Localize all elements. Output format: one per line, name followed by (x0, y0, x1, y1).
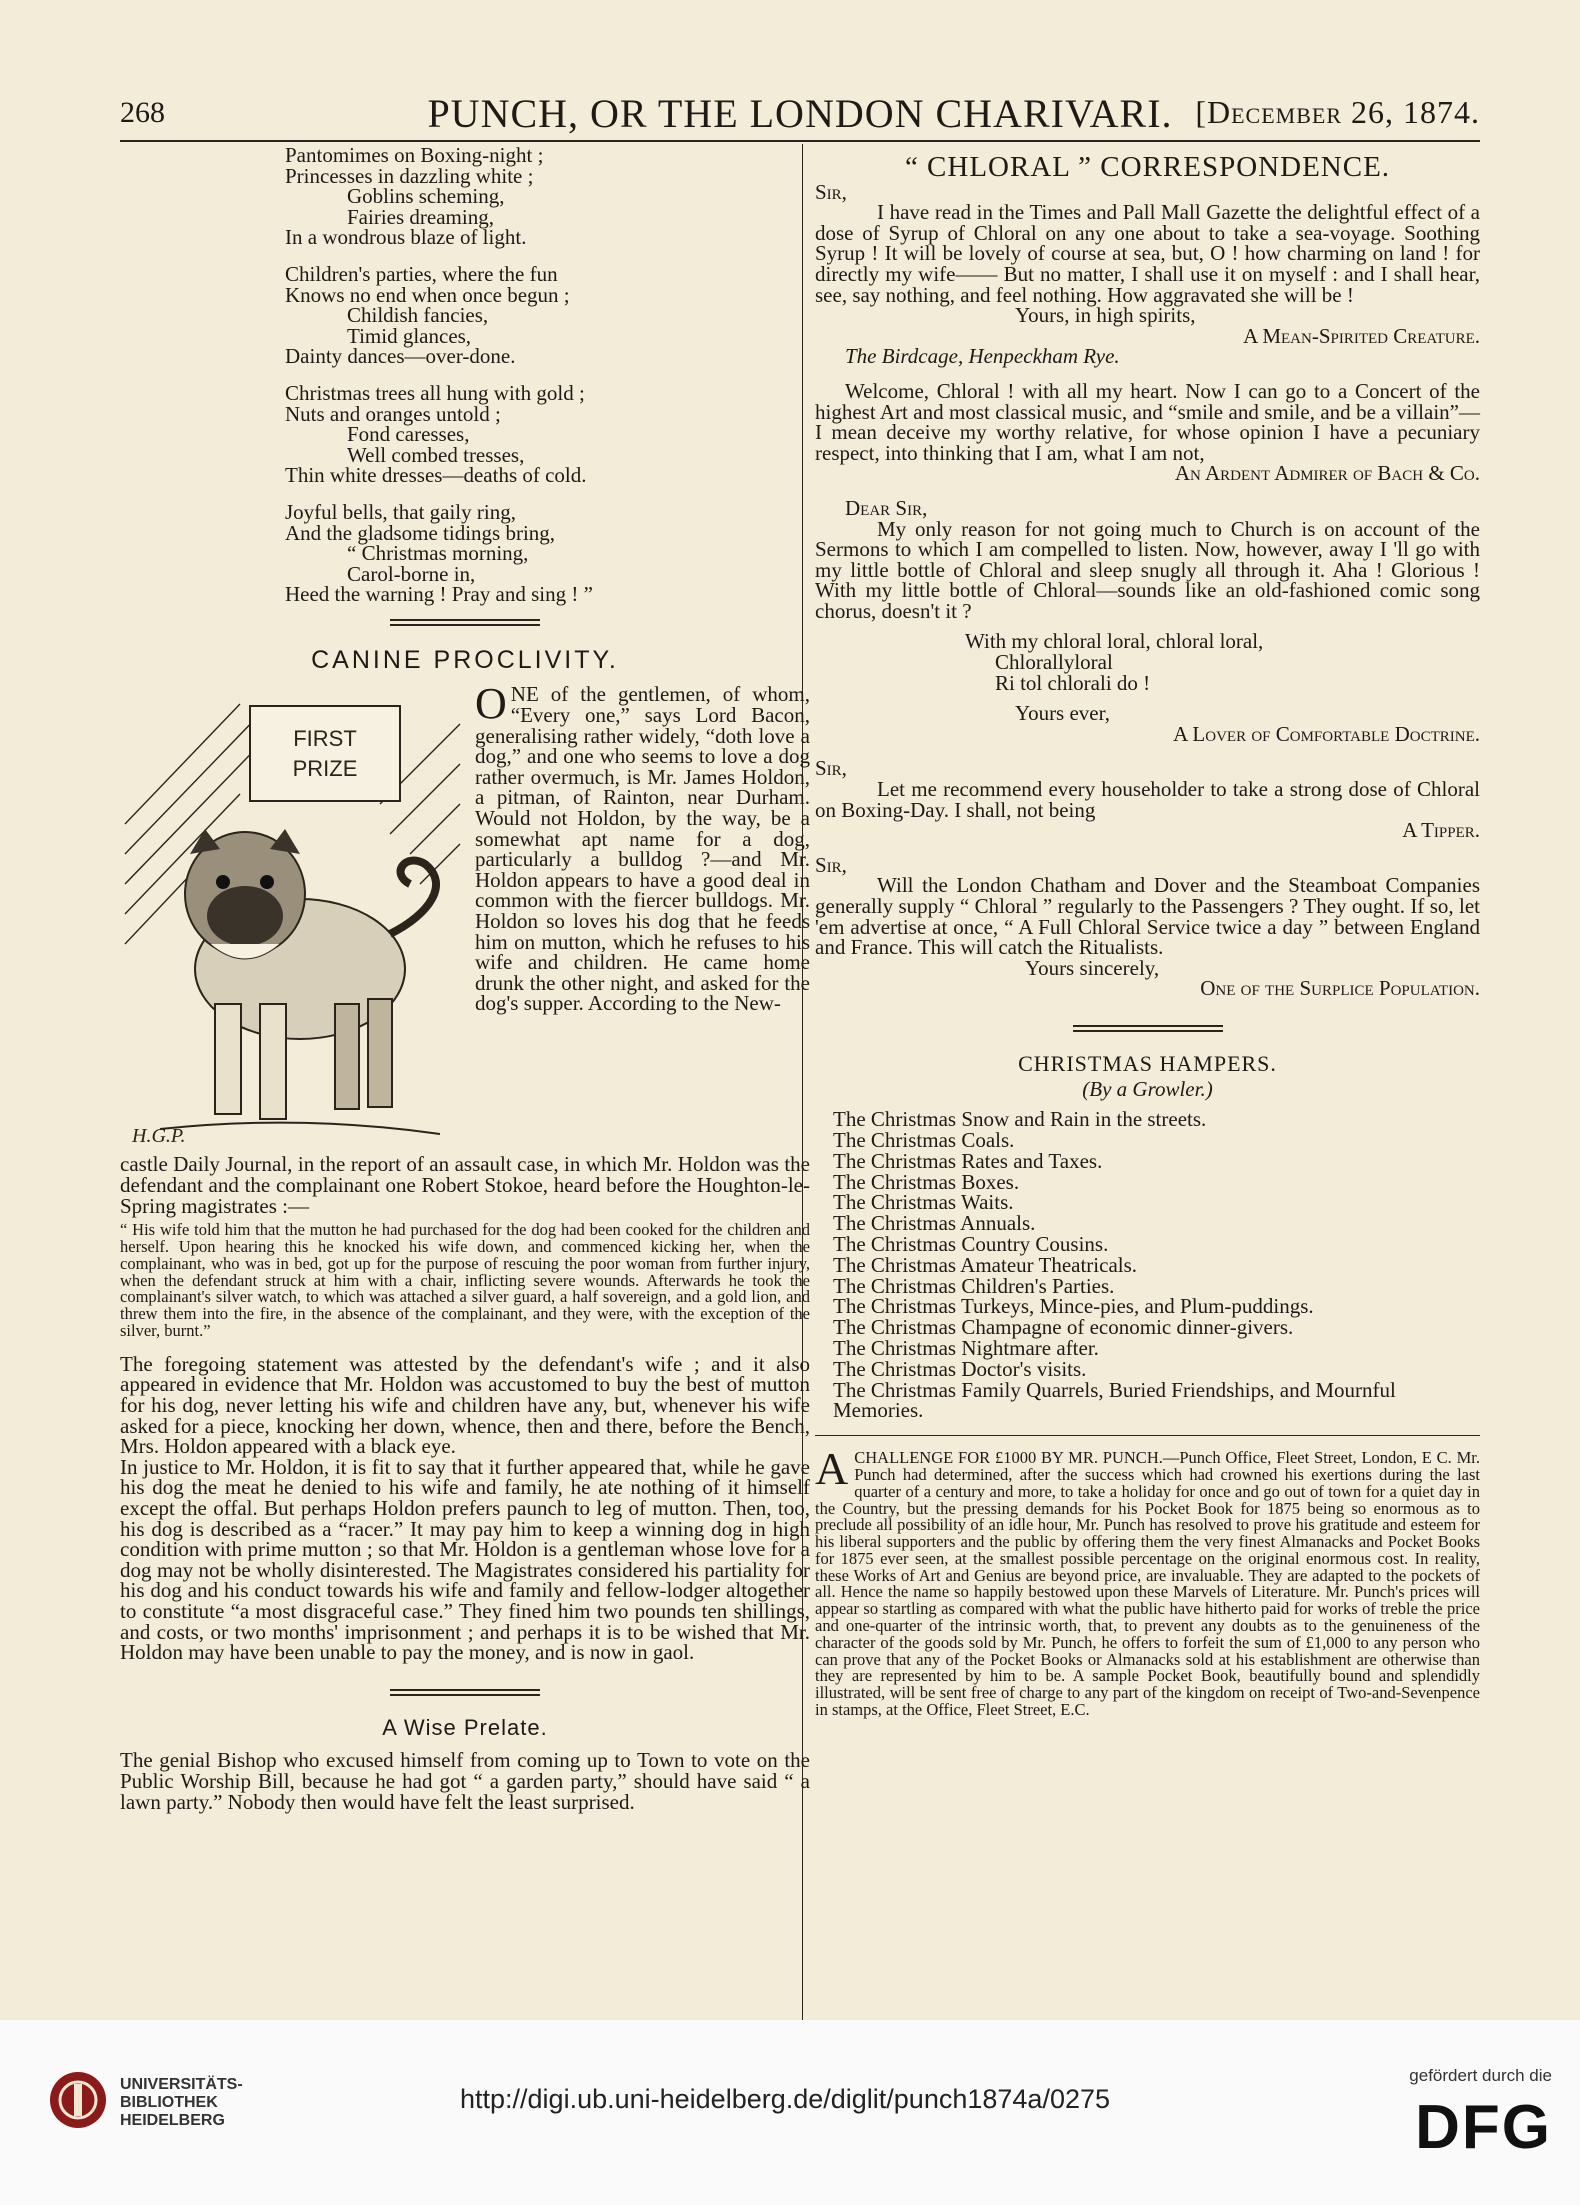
poem-line: Thin white dresses—deaths of cold. (285, 463, 587, 488)
canine-continued: castle Daily Journal, in the report of an assault case, in which Mr. Holdon was the defendant and the complainant one Robert Stokoe, heard before the Houghton-le-Spring magistrates :— (120, 1152, 810, 1218)
poem-line: Fairies dreaming, (347, 204, 494, 229)
letter-salutation: Sir, (815, 852, 847, 877)
challenge-text: CHALLENGE FOR £1000 BY MR. PUNCH.—Punch Office, Fleet Street, London, E C. Mr. Punch had determined, after the success which had crowned his exertions during the last quarter of a century and more, to take a holiday for once and go out of town for a quiet day in the Country, but the pressing demands for his Pocket Book for 1875 being so enormous as to preclude all possibility of an idle hour, Mr. Punch has resolved to prove his gratitude and esteem for his liberal supporters and the public by offering them the very finest Almanacks and Pocket Books for 1875 ever seen, at the smallest possible percentage on the original enormous cost. In reality, these Works of Art and Genius are beyond price, are invaluable. They are adapted to the pockets of all. Hence the name so happily bestowed upon these Marvels of Literature. Mr. Punch's prices will appear so startling as compared with what the public have hitherto paid for works of treble the price and one-quarter of the intrinsic worth, that, to prevent any doubts as to the genuineness of the character of the goods sold by Mr. Punch, he offers to forfeit the sum of £1,000 to any person who can prove that any of the Pocket Books or Almanacks sold at his establishment are otherwise than they are represented by him to be. A sample Pocket Book, beautifully bound and splendidly illustrated, will be sent free of charge to any part of the kingdom on receipt of Two-and-Sevenpence in stamps, at the Office, Fleet Street, E.C. (815, 1448, 1480, 1720)
drop-cap: A (815, 1443, 849, 1495)
poem-line: Children's parties, where the fun (285, 261, 558, 286)
library-line: BIBLIOTHEK (120, 2094, 218, 2111)
right-column (815, 145, 1480, 1719)
chloral-song (815, 631, 1480, 693)
drop-cap: O (475, 679, 507, 729)
punch-challenge-ad (815, 1443, 1480, 1720)
hampers-list (815, 1109, 1480, 1421)
list-item: The Christmas Coals. (833, 1127, 1015, 1152)
poem-line: Pantomimes on Boxing-night ; (285, 143, 544, 167)
section-divider (390, 1694, 540, 1696)
list-item: The Christmas Annuals. (833, 1211, 1036, 1236)
library-name (120, 2076, 243, 2130)
masthead-title: PUNCH, OR THE LONDON CHARIVARI. (427, 91, 1173, 136)
letter-signature: A Tipper. (1402, 818, 1480, 843)
list-item: The Christmas Boxes. (833, 1169, 1020, 1194)
newspaper-page (90, 60, 1500, 2010)
christmas-poem (285, 145, 810, 605)
artist-initials: H.G.P. (132, 1125, 186, 1148)
poem-line: Dainty dances—over-done. (285, 344, 516, 369)
permalink[interactable]: http://digi.ub.uni-heidelberg.de/diglit/punch1874a/0275 (460, 2084, 1111, 2114)
list-item: The Christmas Snow and Rain in the streets. (833, 1107, 1207, 1132)
poem-line: Childish fancies, (347, 303, 489, 328)
section-divider (390, 619, 540, 621)
section-divider (1073, 1025, 1223, 1027)
list-item: The Christmas Children's Parties. (833, 1273, 1115, 1298)
poem-stanza (285, 499, 810, 607)
canine-article-title: CANINE PROCLIVITY. (311, 645, 619, 674)
poem-line: Princesses in dazzling white ; (285, 163, 534, 188)
letter-body: Welcome, Chloral ! with all my heart. Now I can go to a Concert of the highest Art and most classical music, and “smile and smile, and be a villain”—I mean deceive my worthy relative, for whose opinion I have a pecuniary respect, into thinking that I am, what I am not, (815, 378, 1480, 465)
wise-prelate-text: The genial Bishop who excused himself from coming up to Town to vote on the Public Worship Bill, because he had got “ a garden party,” should have said “ a lawn party.” Nobody then would have felt the least surprised. (120, 1748, 810, 1814)
poem-line: In a wondrous blaze of light. (285, 225, 527, 250)
left-column (120, 145, 810, 1812)
letter-salutation: Dear Sir, (845, 495, 928, 520)
dfg-logo: DFG (1415, 2093, 1552, 2162)
canine-paragraph: In justice to Mr. Holdon, it is fit to say that it further appeared that, while he gave his dog the meat he denied to his wife and family, he ate nothing of it himself except the offal. But perhaps Holdon prefers paunch to leg of mutton. Then, too, his dog is described as a “racer.” It may pay him to keep a winning dog in high condition with prime mutton ; so that Mr. Holdon is a gentleman whose love for a dog may not be wholly disinterested. The Magistrates considered his partiality for his dog and his conduct towards his wife and family and fellow-lodger altogether to constitute “a most disgraceful case.” They fined him two pounds ten shillings, and costs, or two months' imprisonment ; and perhaps it is to be wished that Mr. Holdon may have been unable to pay the money, and is now in gaol. (120, 1454, 810, 1665)
list-item: The Christmas Country Cousins. (833, 1231, 1109, 1256)
poem-line: Heed the warning ! Pray and sing ! ” (285, 582, 593, 607)
poem-line: Knows no end when once begun ; (285, 282, 570, 307)
poem-line: And the gladsome tidings bring, (285, 520, 556, 545)
header-rule (120, 140, 1480, 142)
song-line: Chlorallyloral (995, 650, 1113, 675)
poem-line: “ Christmas morning, (347, 541, 529, 566)
library-line: UNIVERSITÄTS- (120, 2076, 243, 2093)
letter-body: I have read in the Times and Pall Mall Gazette the delightful effect of a dose of Syrup of Chloral on any one about to take a sea-voyage. Soothing Syrup ! It will be lovely of course at sea, but, O ! how charming on land ! for directly my wife—— But no matter, I shall use it on myself : and I shall hear, see, say nothing, and feel nothing. How aggravated she will be ! (815, 200, 1480, 307)
letter-closing: Yours ever, (1015, 701, 1111, 726)
wise-prelate-title: A Wise Prelate. (382, 1714, 548, 1740)
letter-body: Will the London Chatham and Dover and the Steamboat Companies generally supply “ Chloral ” regularly to the Passengers ? They ought. If so, let 'em advertise at once, “ A Full Chloral Service twice a day ” between England and France. This will catch the Ritualists. (815, 873, 1480, 960)
hampers-title: CHRISTMAS HAMPERS. (1018, 1050, 1277, 1076)
canine-intro-text (475, 679, 810, 1016)
poem-line: Carol-borne in, (347, 561, 476, 586)
list-item: The Christmas Family Quarrels, Buried Friendships, and Mournful Memories. (833, 1377, 1396, 1423)
song-line: Ri tol chlorali do ! (995, 670, 1151, 695)
song-line: With my chloral loral, chloral loral, (965, 629, 1264, 654)
list-item: The Christmas Doctor's visits. (833, 1356, 1087, 1381)
section-divider (815, 1435, 1480, 1436)
canine-intro-body: NE of the gentlemen, of whom, “Every one,” says Lord Bacon, generalising rather widely, “doth love a dog,” and one who seems to love a dog rather overmuch, is Mr. James Holdon, a pitman, of Rainton, near Durham. Would not Holdon, by the way, be a somewhat apt name for a dog, particularly a bulldog ?—and Mr. Holdon appears to have a good deal in common with the fiercer bulldogs. Mr. Holdon so loves his dog that he feeds him on mutton, which he refuses to his wife and children. He came home drunk the other night, and asked for the dog's supper. According to the New- (475, 682, 810, 1016)
letter-salutation: Sir, (815, 179, 847, 204)
chloral-title: “ CHLORAL ” CORRESPONDENCE. (904, 151, 1391, 183)
poem-line: Fond caresses, (347, 422, 470, 447)
poem-line: Goblins scheming, (347, 184, 505, 209)
prize-sign-line1: FIRST (293, 726, 357, 752)
court-report-quote: “ His wife told him that the mutton he had purchased for the dog had been cooked for the children and herself. Upon hearing this he knocked his wife down, and commenced kicking her, when the complainant, who was in bed, got up for the purpose of rescuing the poor woman from further injury, when the defendant struck at him with a chair, inflicting severe wounds. Afterwards he took the complainant's silver watch, to which was attached a silver guard, a half sovereign, and a gold lion, and threw them into the fire, in the absence of the complainant, and they were, with the exception of the silver, burnt.” (120, 1220, 810, 1341)
letter-body: Let me recommend every householder to take a strong dose of Chloral on Boxing-Day. I shall, not being (815, 777, 1480, 822)
letter-closing: Yours, in high spirits, (1015, 303, 1196, 328)
digitization-footer (0, 2020, 1580, 2205)
letter-signature: One of the Surplice Population. (1200, 976, 1480, 1001)
section-divider (390, 624, 540, 626)
page-number: 268 (120, 96, 165, 129)
list-item: The Christmas Turkeys, Mince-pies, and Plum-puddings. (833, 1294, 1314, 1319)
letter-signature: An Ardent Admirer of Bach & Co. (1174, 461, 1480, 486)
canine-paragraph: The foregoing statement was attested by the defendant's wife ; and it also appeared in evidence that Mr. Holdon was accustomed to buy the best of mutton for his dog, never letting his wife and children have any, but, whenever his wife asked for a piece, knocking her down, whence, then and there, before the Bench, Mrs. Holdon appeared with a black eye. (120, 1351, 810, 1459)
list-item: The Christmas Rates and Taxes. (833, 1148, 1103, 1173)
list-item: The Christmas Nightmare after. (833, 1335, 1099, 1360)
letter-address: The Birdcage, Henpeckham Rye. (845, 344, 1120, 369)
letter-signature: A Mean-Spirited Creature. (1243, 323, 1480, 348)
library-line: HEIDELBERG (120, 2112, 225, 2129)
prize-sign-line2: PRIZE (292, 756, 358, 782)
canine-intro (120, 679, 810, 1154)
section-divider (1073, 1030, 1223, 1032)
issue-date: [December 26, 1874. (1195, 94, 1480, 130)
poem-line: Joyful bells, that gaily ring, (285, 499, 516, 524)
poem-stanza (285, 145, 810, 248)
poem-line: Christmas trees all hung with gold ; (285, 380, 585, 405)
poem-line: Nuts and oranges untold ; (285, 401, 501, 426)
hampers-byline: (By a Growler.) (1082, 1076, 1213, 1101)
list-item: The Christmas Amateur Theatricals. (833, 1252, 1138, 1277)
letter-body: My only reason for not going much to Church is on account of the Sermons to which I am compelled to listen. Now, however, away I 'll go with my little bottle of Chloral and sleep snugly all through it. Aha ! Glorious ! With my little bottle of Chloral—sounds like an old-fashioned comic song chorus, doesn't it ? (815, 516, 1480, 623)
letter-signature: A Lover of Comfortable Doctrine. (1173, 721, 1480, 746)
list-item: The Christmas Champagne of economic dinner-givers. (833, 1315, 1294, 1340)
bulldog-illustration (120, 684, 465, 1154)
page-header (120, 90, 1480, 140)
letter-closing: Yours sincerely, (1025, 955, 1160, 980)
poem-line: Well combed tresses, (347, 442, 525, 467)
section-divider (390, 1689, 540, 1691)
funded-by-label: gefördert durch die (1409, 2066, 1552, 2085)
poem-stanza (285, 261, 810, 369)
list-item: The Christmas Waits. (833, 1190, 1014, 1215)
poem-stanza (285, 380, 810, 488)
poem-line: Timid glances, (347, 323, 472, 348)
letter-salutation: Sir, (815, 756, 847, 781)
university-seal-icon (48, 2070, 108, 2130)
